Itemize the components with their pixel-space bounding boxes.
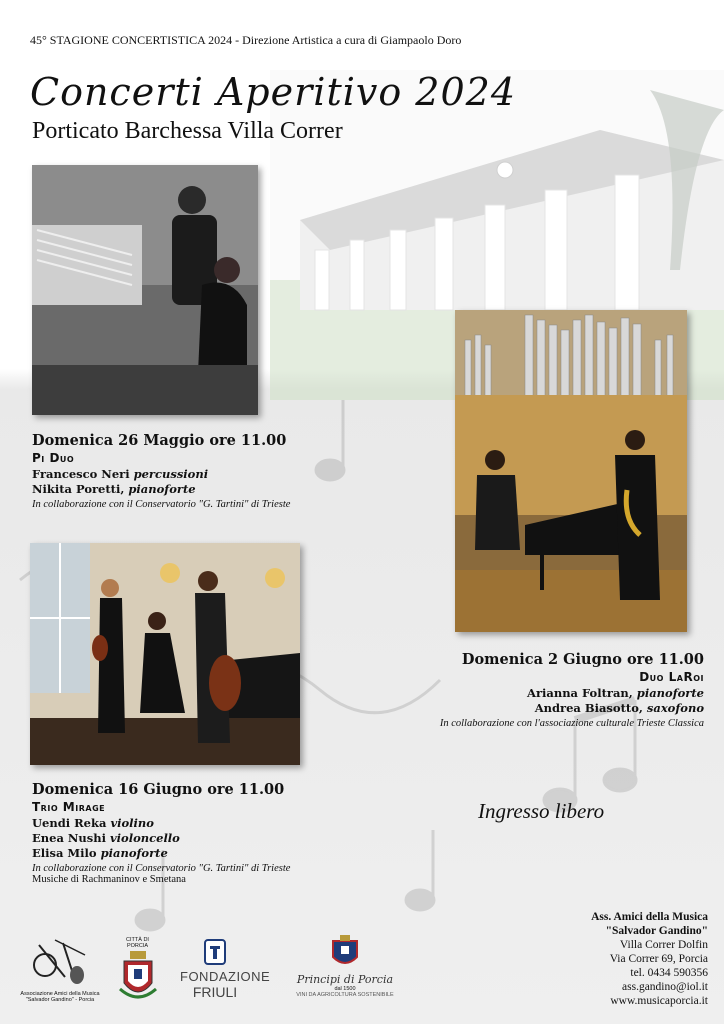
performer-line: Andrea Biasotto, saxofono: [534, 701, 704, 715]
association-contact: [591, 910, 708, 1008]
ensemble-name: Duo LaRoi: [639, 670, 704, 684]
performer-line: [32, 467, 290, 482]
performer-name: Andrea Biasotto: [534, 701, 639, 715]
performer-line: [32, 831, 290, 846]
collaboration-note: In collaborazione con il Conservatorio "G. Tartini" di Trieste: [32, 499, 291, 510]
performer-instrument: pianoforte: [128, 482, 196, 496]
performer-instrument: pianoforte: [100, 846, 168, 860]
concert-1: [32, 432, 290, 510]
concert-date: Domenica 16 Giugno ore 11.00: [32, 781, 285, 798]
concert-2: [440, 651, 704, 729]
sponsor-logos: [20, 935, 400, 1015]
phone: tel. 0434 590356: [630, 967, 708, 979]
address-line: Via Correr 69, Porcia: [609, 953, 708, 965]
performer-name: Arianna Foltran: [527, 686, 629, 700]
trio-mirage-photo: [30, 543, 300, 765]
concert-3: [32, 781, 290, 885]
collaboration-note: In collaborazione con il Conservatorio "G. Tartini" di Trieste: [32, 863, 291, 874]
duo-laroi-photo: [455, 310, 687, 632]
website: www.musicaporcia.it: [610, 995, 708, 1007]
collaboration-note: In collaborazione con l'associazione culturale Trieste Classica: [439, 718, 704, 729]
performer-instrument: saxofono: [646, 701, 704, 715]
association-logo: Associazione Amici della Musica "Salvador Gandino" - Porcia: [20, 935, 100, 1003]
season-line: 45° STAGIONE CONCERTISTICA 2024 - Direzione Artistica a cura di Giampaolo Doro: [30, 33, 462, 47]
concert-date: Domenica 26 Maggio ore 11.00: [32, 432, 287, 449]
free-entry-note: Ingresso libero: [478, 799, 605, 823]
performer-line: Nikita Poretti, pianoforte: [32, 482, 196, 496]
program-note: Musiche di Rachmaninov e Smetana: [32, 874, 186, 885]
address-line: Villa Correr Dolfin: [619, 939, 708, 951]
performer-name: Uendi Reka: [32, 816, 107, 830]
performer-instrument: percussioni: [133, 467, 209, 481]
instruments-icon: [25, 935, 95, 987]
performer-instrument: violoncello: [110, 831, 180, 845]
fondazione-friuli-logo: FONDAZIONE FRIULI: [180, 939, 250, 1000]
ensemble-name: Pi Duo: [32, 451, 75, 465]
crest-icon: [328, 935, 362, 969]
performer-line: Arianna Foltran, pianoforte: [527, 686, 704, 700]
porcia-city-logo: CITTÀ DI PORCIA: [115, 937, 160, 1009]
performer-name: Nikita Poretti: [32, 482, 121, 496]
performer-instrument: pianoforte: [636, 686, 704, 700]
email: ass.gandino@iol.it: [622, 981, 708, 993]
association-name: Ass. Amici della Musica: [591, 911, 708, 923]
performer-line: [32, 846, 290, 861]
performer-name: Francesco Neri: [32, 467, 130, 481]
principi-di-porcia-logo: Principi di Porcia dal 1500 VINI DA AGRICOLTURA SOSTENIBILE: [290, 935, 400, 998]
venue-subtitle: Porticato Barchessa Villa Correr: [32, 118, 343, 144]
ensemble-name: Trio Mirage: [32, 800, 106, 814]
pi-duo-photo: [32, 165, 258, 415]
coat-of-arms-icon: [118, 949, 158, 1005]
performer-line: [32, 816, 290, 831]
fondazione-icon: [204, 939, 226, 965]
performer-name: Enea Nushi: [32, 831, 106, 845]
association-name-2: "Salvador Gandino": [605, 925, 708, 937]
performer-instrument: violino: [110, 816, 154, 830]
page-title: Concerti Aperitivo 2024: [30, 70, 516, 114]
concert-date: Domenica 2 Giugno ore 11.00: [461, 651, 704, 668]
performer-name: Elisa Milo: [32, 846, 97, 860]
